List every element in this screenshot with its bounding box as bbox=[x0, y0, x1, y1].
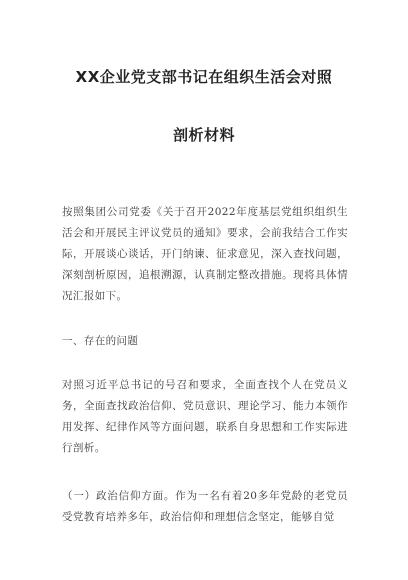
subsection-paragraph-political-belief: （一）政治信仰方面。作为一名有着20多年党龄的老党员受党教育培养多年，政治信仰和理想信念坚定，能够自觉 bbox=[62, 490, 348, 523]
section-heading-problems: 一、存在的问题 bbox=[62, 335, 139, 347]
intro-paragraph: 按照集团公司党委《关于召开2022年度基层党组织组织生活会和开展民主评议党员的通知》要求，会前我结合工作实际，开展谈心谈话，开门纳谏、征求意见，深入查找问题，深刻剖析原因，追根溯源，认真制定整改措施。现将具体情况汇报如下。 bbox=[62, 206, 348, 302]
body-paragraph: 对照习近平总书记的号召和要求，全面查找个人在党员义务，全面查找政治信仰、党员意识、理论学习、能力本领作用发挥、纪律作风等方面问题，联系自身思想和工作实际进行剖析。 bbox=[62, 379, 348, 454]
document-title-line-2: 剖析材料 bbox=[172, 126, 235, 144]
document-title-line-1: XX企业党支部书记在组织生活会对照 bbox=[75, 68, 333, 86]
